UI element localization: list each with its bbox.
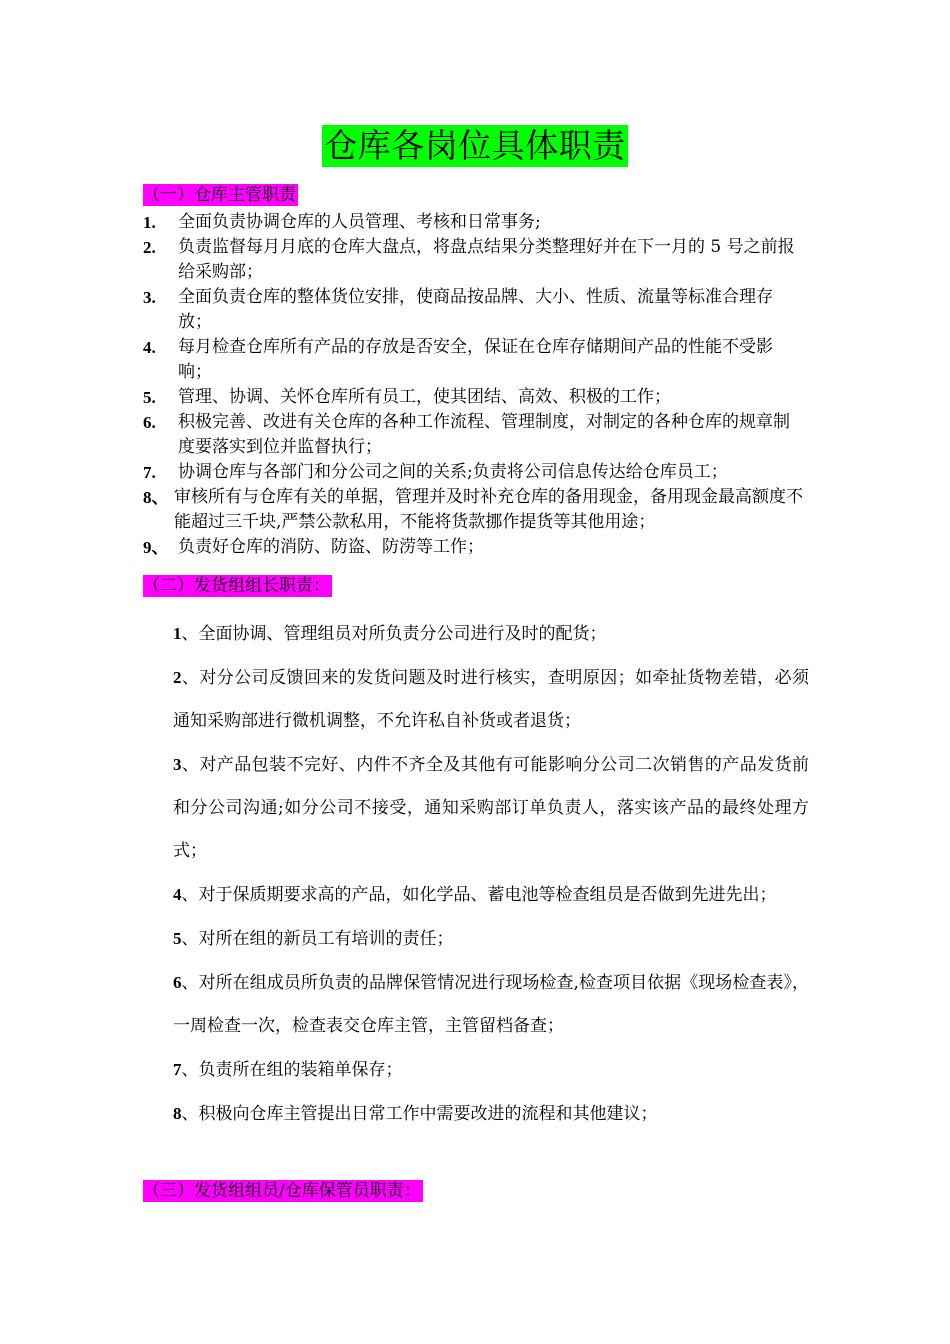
- item-number: 5: [173, 929, 182, 948]
- section-heading-3: （三）发货组组员/仓库保管员职责：: [143, 1181, 421, 1201]
- item-number: 9、: [143, 538, 169, 557]
- section-1-list: [143, 210, 803, 560]
- list-item: [143, 385, 803, 410]
- item-text: 负责监督每月月底的仓库大盘点，将盘点结果分类整理好并在下一月的 5 号之前报给采购部；: [178, 237, 795, 282]
- item-text: 积极完善、改进有关仓库的各种工作流程、管理制度，对制定的各种仓库的规章制度要落实到位并监督执行；: [178, 412, 790, 457]
- item-number: 7: [173, 1060, 182, 1079]
- item-text: 协调仓库与各部门和分公司之间的关系;负责将公司信息传达给仓库员工；: [178, 462, 728, 482]
- item-text: 管理、协调、关怀仓库所有员工，使其团结、高效、积极的工作；: [178, 387, 671, 407]
- item-number: 4.: [143, 338, 156, 357]
- item-text: 、对所在组成员所负责的品牌保管情况进行现场检查,检查项目依据《现场检查表》，一周检查一次，检查表交仓库主管，主管留档备查；: [173, 973, 809, 1036]
- item-number: 1.: [143, 213, 156, 232]
- item-number: 2: [173, 668, 182, 687]
- item-number: 1: [173, 624, 182, 643]
- list-item: [143, 460, 803, 485]
- item-number: 3.: [143, 288, 156, 307]
- item-number: 8: [173, 1104, 182, 1123]
- list-item: [173, 743, 809, 873]
- list-item: [143, 410, 803, 460]
- item-text: 审核所有与仓库有关的单据，管理并及时补充仓库的备用现金，备用现金最高额度不能超过三千块,严禁公款私用，不能将货款挪作提货等其他用途；: [174, 487, 803, 532]
- section-heading-1: （一）仓库主管职责: [143, 185, 296, 205]
- item-text: 、负责所在组的装箱单保存；: [181, 1060, 403, 1080]
- item-number: 2.: [143, 238, 156, 257]
- item-text: 、对产品包装不完好、内件不齐全及其他有可能影响分公司二次销售的产品发货前和分公司沟通;如分公司不接受，通知采购部订单负责人，落实该产品的最终处理方式；: [173, 755, 809, 861]
- item-number: 6: [173, 973, 182, 992]
- item-text: 、对于保质期要求高的产品，如化学品、蓄电池等检查组员是否做到先进先出；: [181, 885, 777, 905]
- item-text: 、对分公司反馈回来的发货问题及时进行核实，查明原因；如牵扯货物差错，必须通知采购部进行微机调整，不允许私自补货或者退货；: [173, 668, 809, 731]
- list-item: [173, 612, 809, 656]
- item-text: 负责好仓库的消防、防盗、防涝等工作；: [178, 537, 484, 557]
- item-number: 4: [173, 885, 182, 904]
- list-item: [173, 961, 809, 1048]
- list-item: [143, 485, 803, 535]
- item-number: 6.: [143, 413, 156, 432]
- section-heading-2: （二）发货组组长职责：: [143, 576, 330, 596]
- section-2-list: [173, 612, 809, 1136]
- list-item: [173, 1048, 809, 1092]
- item-text: 全面负责协调仓库的人员管理、考核和日常事务;: [178, 212, 541, 232]
- item-text: 每月检查仓库所有产品的存放是否安全，保证在仓库存储期间产品的性能不受影响；: [178, 337, 773, 382]
- item-number: 5.: [143, 388, 156, 407]
- list-item: [143, 535, 803, 560]
- item-number: 3: [173, 755, 182, 774]
- list-item: [173, 656, 809, 743]
- list-item: [173, 917, 809, 961]
- list-item: [173, 1092, 809, 1136]
- list-item: [173, 873, 809, 917]
- document-title: 仓库各岗位具体职责: [324, 126, 626, 165]
- item-number: 7.: [143, 463, 156, 482]
- title-wrap: [0, 125, 950, 167]
- item-text: 、对所在组的新员工有培训的责任；: [181, 929, 454, 949]
- list-item: [143, 285, 803, 335]
- item-text: 全面负责仓库的整体货位安排，使商品按品牌、大小、性质、流量等标准合理存放；: [178, 287, 773, 332]
- item-number: 8、: [143, 488, 169, 507]
- list-item: [143, 235, 803, 285]
- list-item: [143, 210, 803, 235]
- item-text: 、积极向仓库主管提出日常工作中需要改进的流程和其他建议；: [181, 1104, 658, 1124]
- list-item: [143, 335, 803, 385]
- item-text: 、全面协调、管理组员对所负责分公司进行及时的配货；: [181, 624, 607, 644]
